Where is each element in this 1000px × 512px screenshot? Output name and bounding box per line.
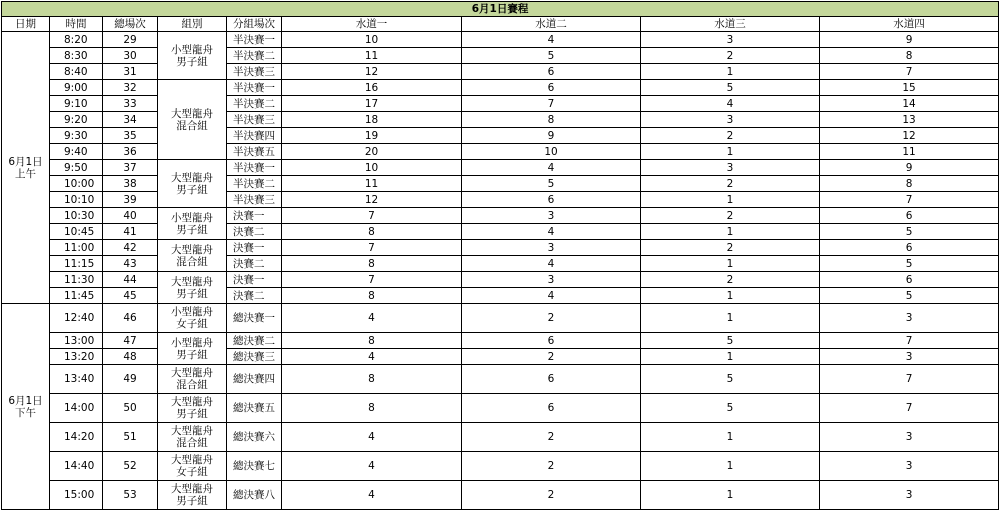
time-cell: 9:30 [50, 128, 103, 144]
group-category: 男子組 [176, 55, 208, 68]
lane-3-cell: 1 [641, 423, 820, 452]
group-category: 男子組 [176, 348, 208, 361]
table-row [2, 224, 999, 240]
lane-1-cell: 19 [282, 128, 462, 144]
race-no-cell: 31 [103, 64, 158, 80]
lane-2-cell: 6 [462, 192, 641, 208]
lane-1-cell: 11 [282, 48, 462, 64]
group-cell [158, 32, 227, 80]
group-cell [158, 160, 227, 208]
race-no-cell: 51 [103, 423, 158, 452]
time-cell: 9:40 [50, 144, 103, 160]
lane-3-cell: 1 [641, 304, 820, 333]
group-category: 女子組 [176, 318, 208, 330]
group-category: 男子組 [176, 495, 208, 507]
lane-2-cell: 3 [462, 272, 641, 288]
race-no-cell: 45 [103, 288, 158, 304]
table-row [2, 256, 999, 272]
period-label: 上午 [15, 167, 36, 180]
sub-race-cell: 半決賽一 [227, 80, 282, 96]
lane-4-cell: 6 [820, 208, 999, 224]
lane-3-cell: 2 [641, 176, 820, 192]
lane-1-cell: 18 [282, 112, 462, 128]
table-row [2, 64, 999, 80]
lane-1-cell: 12 [282, 64, 462, 80]
group-category: 混合組 [176, 379, 208, 391]
lane-3-cell: 5 [641, 333, 820, 349]
race-no-cell: 30 [103, 48, 158, 64]
race-no-cell: 44 [103, 272, 158, 288]
date-label: 6月1日 [8, 155, 43, 168]
lane-4-cell: 14 [820, 96, 999, 112]
race-no-cell: 40 [103, 208, 158, 224]
time-cell: 11:00 [50, 240, 103, 256]
lane-1-cell: 4 [282, 452, 462, 481]
lane-2-cell: 5 [462, 176, 641, 192]
table-row [2, 365, 999, 394]
lane-2-cell: 4 [462, 224, 641, 240]
time-cell: 10:10 [50, 192, 103, 208]
lane-2-cell: 4 [462, 256, 641, 272]
time-cell: 12:40 [50, 304, 103, 333]
lane-4-cell: 7 [820, 192, 999, 208]
time-cell: 8:40 [50, 64, 103, 80]
sub-race-cell: 決賽一 [227, 240, 282, 256]
lane-4-cell: 5 [820, 256, 999, 272]
lane-1-cell: 8 [282, 394, 462, 423]
group-cell [158, 452, 227, 481]
lane-4-cell: 9 [820, 32, 999, 48]
lane-4-cell: 12 [820, 128, 999, 144]
lane-2-cell: 6 [462, 64, 641, 80]
table-row [2, 394, 999, 423]
lane-3-cell: 1 [641, 452, 820, 481]
time-cell: 11:15 [50, 256, 103, 272]
lane-1-cell: 16 [282, 80, 462, 96]
table-row [2, 32, 999, 48]
lane-1-cell: 7 [282, 208, 462, 224]
lane-4-cell: 8 [820, 176, 999, 192]
lane-3-cell: 2 [641, 240, 820, 256]
group-boat-type: 大型龍舟 [171, 396, 213, 408]
header-row [2, 17, 999, 32]
lane-3-cell: 1 [641, 349, 820, 365]
lane-4-cell: 6 [820, 240, 999, 256]
group-cell [158, 365, 227, 394]
lane-1-cell: 7 [282, 240, 462, 256]
lane-1-cell: 10 [282, 160, 462, 176]
lane-2-cell: 2 [462, 481, 641, 510]
lane-4-cell: 3 [820, 304, 999, 333]
lane-3-cell: 1 [641, 288, 820, 304]
sub-race-cell: 半決賽三 [227, 112, 282, 128]
sub-race-cell: 總決賽五 [227, 394, 282, 423]
lane-3-cell: 5 [641, 394, 820, 423]
sub-race-cell: 總決賽七 [227, 452, 282, 481]
race-no-cell: 46 [103, 304, 158, 333]
sub-race-cell: 決賽二 [227, 224, 282, 240]
sub-race-cell: 半決賽五 [227, 144, 282, 160]
header-date: 日期 [2, 17, 50, 32]
lane-4-cell: 3 [820, 481, 999, 510]
lane-2-cell: 3 [462, 208, 641, 224]
lane-2-cell: 5 [462, 48, 641, 64]
lane-2-cell: 2 [462, 304, 641, 333]
time-cell: 10:45 [50, 224, 103, 240]
table-row [2, 160, 999, 176]
race-no-cell: 53 [103, 481, 158, 510]
table-row [2, 80, 999, 96]
lane-4-cell: 6 [820, 272, 999, 288]
lane-4-cell: 15 [820, 80, 999, 96]
lane-3-cell: 1 [641, 481, 820, 510]
race-no-cell: 49 [103, 365, 158, 394]
group-category: 女子組 [176, 466, 208, 478]
lane-3-cell: 4 [641, 96, 820, 112]
group-boat-type: 小型龍舟 [171, 211, 213, 224]
lane-2-cell: 2 [462, 452, 641, 481]
table-row [2, 481, 999, 510]
lane-4-cell: 13 [820, 112, 999, 128]
lane-2-cell: 4 [462, 160, 641, 176]
sub-race-cell: 半決賽二 [227, 48, 282, 64]
lane-1-cell: 8 [282, 333, 462, 349]
time-cell: 14:20 [50, 423, 103, 452]
lane-4-cell: 7 [820, 64, 999, 80]
lane-4-cell: 7 [820, 394, 999, 423]
race-no-cell: 37 [103, 160, 158, 176]
sub-race-cell: 半決賽四 [227, 128, 282, 144]
header-lane-1: 水道一 [282, 17, 462, 32]
lane-3-cell: 2 [641, 272, 820, 288]
header-time: 時間 [50, 17, 103, 32]
group-boat-type: 大型龍舟 [171, 275, 213, 288]
sub-race-cell: 半決賽一 [227, 32, 282, 48]
group-category: 混合組 [176, 255, 208, 268]
lane-4-cell: 9 [820, 160, 999, 176]
sub-race-cell: 決賽一 [227, 208, 282, 224]
lane-4-cell: 7 [820, 333, 999, 349]
group-category: 混合組 [176, 119, 208, 132]
table-row [2, 452, 999, 481]
header-lane-3: 水道三 [641, 17, 820, 32]
group-category: 男子組 [176, 408, 208, 420]
schedule-table [1, 1, 999, 510]
table-row [2, 112, 999, 128]
lane-4-cell: 8 [820, 48, 999, 64]
header-race-no: 總場次 [103, 17, 158, 32]
sub-race-cell: 半決賽二 [227, 96, 282, 112]
lane-1-cell: 12 [282, 192, 462, 208]
lane-1-cell: 8 [282, 365, 462, 394]
group-category: 男子組 [176, 223, 208, 236]
lane-1-cell: 4 [282, 304, 462, 333]
group-boat-type: 大型龍舟 [171, 367, 213, 379]
time-cell: 11:30 [50, 272, 103, 288]
header-sub-race: 分組場次 [227, 17, 282, 32]
lane-2-cell: 10 [462, 144, 641, 160]
sub-race-cell: 總決賽一 [227, 304, 282, 333]
sub-race-cell: 總決賽二 [227, 333, 282, 349]
sub-race-cell: 總決賽三 [227, 349, 282, 365]
lane-3-cell: 2 [641, 128, 820, 144]
lane-2-cell: 9 [462, 128, 641, 144]
lane-3-cell: 1 [641, 144, 820, 160]
lane-1-cell: 8 [282, 288, 462, 304]
group-boat-type: 小型龍舟 [171, 43, 213, 56]
group-boat-type: 小型龍舟 [171, 336, 213, 349]
group-boat-type: 大型龍舟 [171, 483, 213, 495]
race-no-cell: 43 [103, 256, 158, 272]
table-row [2, 144, 999, 160]
group-boat-type: 大型龍舟 [171, 243, 213, 256]
table-row [2, 349, 999, 365]
lane-2-cell: 6 [462, 394, 641, 423]
race-no-cell: 39 [103, 192, 158, 208]
group-boat-type: 大型龍舟 [171, 454, 213, 466]
table-row [2, 240, 999, 256]
table-row [2, 423, 999, 452]
group-category: 男子組 [176, 287, 208, 300]
group-cell [158, 304, 227, 333]
table-row [2, 288, 999, 304]
table-row [2, 304, 999, 333]
lane-3-cell: 1 [641, 192, 820, 208]
time-cell: 8:20 [50, 32, 103, 48]
group-category: 混合組 [176, 437, 208, 449]
lane-2-cell: 4 [462, 32, 641, 48]
group-cell [158, 333, 227, 365]
table-row [2, 128, 999, 144]
lane-1-cell: 4 [282, 423, 462, 452]
table-row [2, 48, 999, 64]
date-label: 6月1日 [8, 394, 43, 407]
group-boat-type: 大型龍舟 [171, 425, 213, 437]
group-cell [158, 423, 227, 452]
time-cell: 13:00 [50, 333, 103, 349]
time-cell: 14:00 [50, 394, 103, 423]
race-no-cell: 50 [103, 394, 158, 423]
lane-3-cell: 5 [641, 365, 820, 394]
group-cell [158, 394, 227, 423]
time-cell: 13:20 [50, 349, 103, 365]
lane-4-cell: 11 [820, 144, 999, 160]
sub-race-cell: 決賽二 [227, 288, 282, 304]
time-cell: 9:00 [50, 80, 103, 96]
sub-race-cell: 半決賽一 [227, 160, 282, 176]
lane-4-cell: 7 [820, 365, 999, 394]
lane-1-cell: 8 [282, 224, 462, 240]
lane-4-cell: 3 [820, 349, 999, 365]
lane-3-cell: 3 [641, 32, 820, 48]
time-cell: 9:50 [50, 160, 103, 176]
race-no-cell: 29 [103, 32, 158, 48]
sub-race-cell: 總決賽四 [227, 365, 282, 394]
group-cell [158, 80, 227, 160]
schedule-body [2, 32, 999, 510]
lane-4-cell: 5 [820, 288, 999, 304]
lane-1-cell: 4 [282, 349, 462, 365]
lane-4-cell: 3 [820, 452, 999, 481]
race-no-cell: 32 [103, 80, 158, 96]
race-no-cell: 52 [103, 452, 158, 481]
sub-race-cell: 半決賽三 [227, 192, 282, 208]
table-row [2, 176, 999, 192]
lane-3-cell: 5 [641, 80, 820, 96]
race-no-cell: 38 [103, 176, 158, 192]
lane-2-cell: 4 [462, 288, 641, 304]
time-cell: 8:30 [50, 48, 103, 64]
table-row [2, 272, 999, 288]
race-no-cell: 41 [103, 224, 158, 240]
sub-race-cell: 半決賽三 [227, 64, 282, 80]
lane-1-cell: 10 [282, 32, 462, 48]
date-cell [2, 304, 50, 510]
lane-2-cell: 6 [462, 333, 641, 349]
header-lane-2: 水道二 [462, 17, 641, 32]
lane-3-cell: 2 [641, 208, 820, 224]
group-cell [158, 240, 227, 272]
race-no-cell: 42 [103, 240, 158, 256]
lane-4-cell: 5 [820, 224, 999, 240]
date-cell [2, 32, 50, 304]
time-cell: 10:30 [50, 208, 103, 224]
sub-race-cell: 總決賽六 [227, 423, 282, 452]
group-boat-type: 大型龍舟 [171, 171, 213, 184]
table-row [2, 208, 999, 224]
sub-race-cell: 半決賽二 [227, 176, 282, 192]
time-cell: 10:00 [50, 176, 103, 192]
lane-3-cell: 1 [641, 64, 820, 80]
table-row [2, 333, 999, 349]
period-label: 下午 [15, 406, 36, 419]
lane-3-cell: 2 [641, 48, 820, 64]
race-no-cell: 35 [103, 128, 158, 144]
header-lane-4: 水道四 [820, 17, 999, 32]
group-category: 男子組 [176, 183, 208, 196]
table-row [2, 96, 999, 112]
lane-1-cell: 8 [282, 256, 462, 272]
race-no-cell: 36 [103, 144, 158, 160]
lane-3-cell: 3 [641, 160, 820, 176]
sub-race-cell: 決賽一 [227, 272, 282, 288]
lane-2-cell: 8 [462, 112, 641, 128]
group-cell [158, 272, 227, 304]
time-cell: 9:10 [50, 96, 103, 112]
group-cell [158, 208, 227, 240]
lane-2-cell: 2 [462, 349, 641, 365]
race-no-cell: 48 [103, 349, 158, 365]
lane-1-cell: 17 [282, 96, 462, 112]
header-group: 組別 [158, 17, 227, 32]
race-no-cell: 34 [103, 112, 158, 128]
race-no-cell: 47 [103, 333, 158, 349]
lane-1-cell: 4 [282, 481, 462, 510]
lane-1-cell: 7 [282, 272, 462, 288]
group-boat-type: 大型龍舟 [171, 107, 213, 120]
group-boat-type: 小型龍舟 [171, 306, 213, 318]
lane-2-cell: 2 [462, 423, 641, 452]
time-cell: 14:40 [50, 452, 103, 481]
table-row [2, 192, 999, 208]
group-cell [158, 481, 227, 510]
time-cell: 9:20 [50, 112, 103, 128]
lane-2-cell: 3 [462, 240, 641, 256]
time-cell: 15:00 [50, 481, 103, 510]
lane-1-cell: 20 [282, 144, 462, 160]
time-cell: 13:40 [50, 365, 103, 394]
lane-2-cell: 6 [462, 365, 641, 394]
lane-1-cell: 11 [282, 176, 462, 192]
time-cell: 11:45 [50, 288, 103, 304]
sub-race-cell: 決賽二 [227, 256, 282, 272]
lane-2-cell: 7 [462, 96, 641, 112]
sub-race-cell: 總決賽八 [227, 481, 282, 510]
lane-3-cell: 3 [641, 112, 820, 128]
lane-3-cell: 1 [641, 256, 820, 272]
race-no-cell: 33 [103, 96, 158, 112]
lane-4-cell: 3 [820, 423, 999, 452]
lane-2-cell: 6 [462, 80, 641, 96]
table-title: 6月1日賽程 [2, 2, 999, 17]
lane-3-cell: 1 [641, 224, 820, 240]
